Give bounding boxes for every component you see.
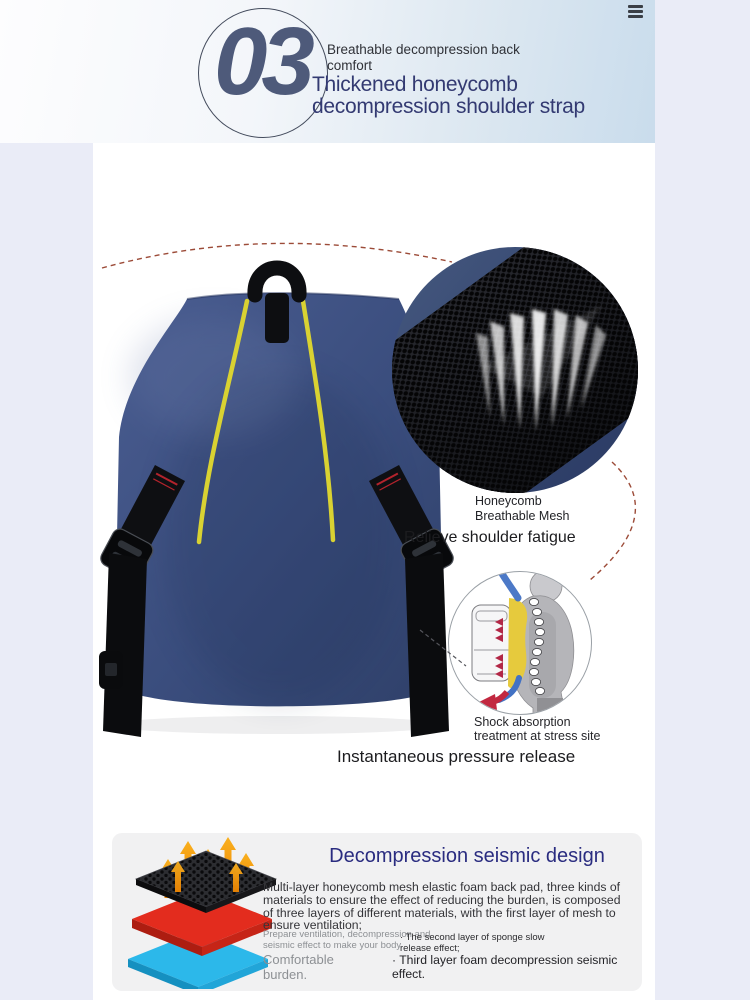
panel-bullet-third-layer: · Third layer foam decompression seismic effect.	[392, 953, 618, 981]
hamburger-menu-icon[interactable]	[628, 5, 643, 20]
panel-title: Decompression seismic design	[329, 845, 605, 867]
spine-caption-line1: Shock absorption	[474, 715, 571, 729]
spine-caption-line2: treatment at stress site	[474, 728, 601, 743]
spine-caption	[474, 716, 600, 743]
layers-diagram	[120, 835, 285, 989]
spine-detail-circle	[448, 571, 592, 715]
panel-paragraph: Multi-layer honeycomb mesh elastic foam back pad, three kinds of materials to ensure the effect of reducing the burden, is composed of three layers of different materials, with the first layer of mesh to ensure ventilation;	[263, 880, 621, 933]
mesh-headline: Relieve shoulder fatigue	[404, 529, 576, 546]
panel-note-small: Prepare ventilation, decompression and seismic effect to make your body	[263, 929, 431, 951]
header-title-line1: Thickened honeycomb	[312, 73, 518, 96]
header-band	[0, 0, 655, 143]
mesh-detail-circle	[392, 247, 638, 493]
mesh-caption-line1: Honeycomb	[475, 494, 542, 508]
panel-bullet-second-layer: · The second layer of sponge slow release effect;	[400, 932, 545, 954]
header-title	[312, 74, 585, 117]
spine-headline: Instantaneous pressure release	[337, 747, 576, 766]
index-number: 03	[214, 8, 309, 115]
mesh-caption-line2: Breathable Mesh	[475, 509, 570, 523]
header-title-line2: decompression shoulder strap	[312, 94, 585, 118]
mesh-caption	[475, 494, 570, 524]
panel-note-large: Comfortable burden.	[263, 952, 334, 982]
airflow-streaks	[392, 247, 638, 493]
spine-illustration	[449, 572, 591, 714]
decompression-panel	[112, 833, 642, 991]
header-tagline: Breathable decompression back comfort	[327, 42, 520, 73]
